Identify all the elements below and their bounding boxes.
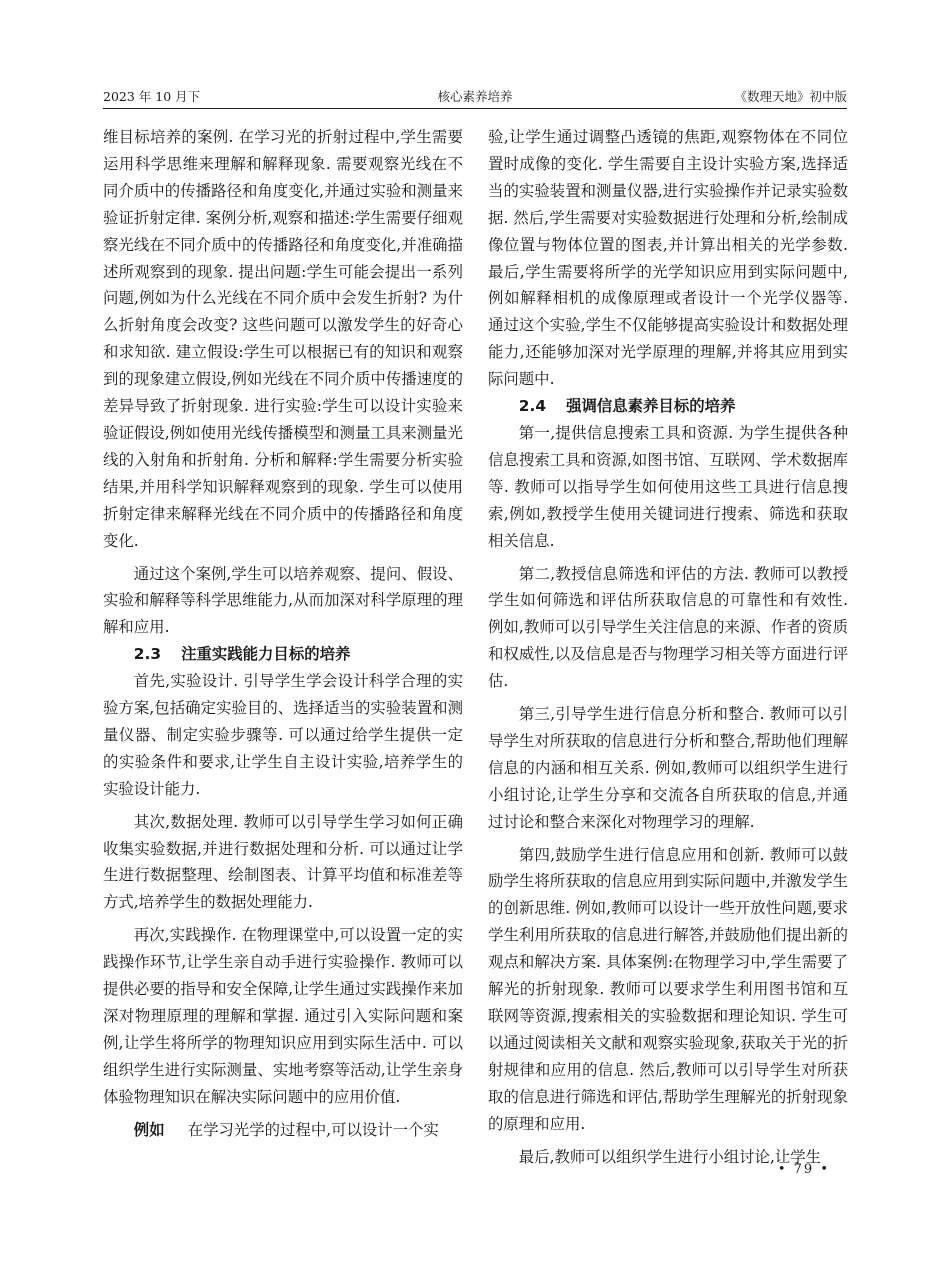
paragraph: 第四,鼓励学生进行信息应用和创新. 教师可以鼓励学生将所获取的信息应用到实际问题中,并激发学生的创新思维. 例如,教师可以设计一些开放性问题,要求学生利用所获取的信息进行解答,并鼓励他们提出新的观点和解决方案. 具体案例:在物理学习中,学生需要了解光的折射现象. 教师可以要求学生利用图书馆和互联网等资源,搜索相关的实验数据和理论知识. 学生可以通过阅读相关文献和观察实验现象,获取关于光的折射规律和应用的信息. 然后,教师可以引导学生对所获取的信息进行筛选和评估,帮助学生理解光的折射现象的原理和应用.	[488, 845, 848, 1133]
section-heading-2-4: 2.4 强调信息素养目标的培养	[518, 397, 736, 416]
section-heading-2-3: 2.3 注重实践能力目标的培养	[133, 645, 351, 664]
header-section: 核心素养培养	[437, 89, 513, 104]
running-header	[103, 86, 847, 109]
paragraph: 最后,教师可以组织学生进行小组讨论,让学生	[518, 1147, 822, 1166]
paragraph: 第一,提供信息搜索工具和资源. 为学生提供各种信息搜索工具和资源,如图书馆、互联网、学术数据库等. 教师可以指导学生如何使用这些工具进行信息搜索,例如,教授学生使用关键词进行搜索、筛选和获取相关信息.	[488, 423, 848, 550]
paragraph: 再次,实践操作. 在物理课堂中,可以设置一定的实践操作环节,让学生亲自动手进行实验操作. 教师可以提供必要的指导和安全保障,让学生通过实践操作来加深对物理原理的理解和掌握. 通过引入实际问题和案例,让学生将所学的物理知识应用到实际生活中. 可以组织学生进行实际测量、实地考察等活动,让学生亲身体验物理知识在解决实际问题中的应用价值.	[103, 926, 463, 1106]
left-column	[103, 124, 463, 1144]
paragraph: 维目标培养的案例. 在学习光的折射过程中,学生需要运用科学思维来理解和解释现象. 需要观察光线在不同介质中的传播路径和角度变化,并通过实验和测量来验证折射定律. 案例分析,观察和描述:学生需要仔细观察光线在不同介质中的传播路径和角度变化,并准确描述所观察到的现象. 提出问题:学生可能会提出一系列问题,例如为什么光线在不同介质中会发生折射? 为什么折射角度会改变? 这些问题可以激发学生的好奇心和求知欲. 建立假设:学生可以根据已有的知识和观察到的现象建立假设,例如光线在不同介质中传播速度的差异导致了折射现象. 进行实验:学生可以设计实验来验证假设,例如使用光线传播模型和测量工具来测量光线的入射角和折射角. 分析和解释:学生需要分析实验结果,并用科学知识解释观察到的现象. 学生可以使用折射定律来解释光线在不同介质中的传播路径和角度变化.	[103, 128, 463, 550]
page-number: • 79 •	[777, 1162, 830, 1177]
header-journal: 《数理天地》初中版	[734, 89, 847, 104]
paragraph: 第三,引导学生进行信息分析和整合. 教师可以引导学生对所获取的信息进行分析和整合,帮助他们理解信息的内涵和相互关系. 例如,教师可以组织学生进行小组讨论,让学生分享和交流各自所获取的信息,并通过讨论和整合来深化对物理学习的理解.	[488, 705, 848, 831]
paragraph: 通过这个案例,学生可以培养观察、提问、假设、实验和解释等科学思维能力,从而加深对科学原理的理解和应用.	[103, 564, 463, 637]
paragraph: 首先,实验设计. 引导学生学会设计科学合理的实验方案,包括确定实验目的、选择适当的实验装置和测量仪器、制定实验步骤等. 可以通过给学生提供一定的实验条件和要求,让学生自主设计实验,培养学生的实验设计能力.	[103, 672, 463, 798]
paragraph: 验,让学生通过调整凸透镜的焦距,观察物体在不同位置时成像的变化. 学生需要自主设计实验方案,选择适当的实验装置和测量仪器,进行实验操作并记录实验数据. 然后,学生需要对实验数据进行处理和分析,绘制成像位置与物体位置的图表,并计算出相关的光学参数. 最后,学生需要将所学的光学知识应用到实际问题中,例如解释相机的成像原理或者设计一个光学仪器等. 通过这个实验,学生不仅能够提高实验设计和数据处理能力,还能够加深对光学原理的理解,并将其应用到实际问题中.	[488, 128, 848, 389]
right-column	[488, 124, 848, 1170]
example-label: 例如	[133, 1120, 165, 1139]
paragraph: 其次,数据处理. 教师可以引导学生学习如何正确收集实验数据,并进行数据处理和分析. 可以通过让学生进行数据整理、绘制图表、计算平均值和标准差等方式,培养学生的数据处理能力.	[103, 812, 463, 912]
paragraph: 第二,教授信息筛选和评估的方法. 教师可以教授学生如何筛选和评估所获取信息的可靠性和有效性. 例如,教师可以引导学生关注信息的来源、作者的资质和权威性,以及信息是否与物理学习相关等方面进行评估.	[488, 564, 848, 691]
header-date: 2023 年 10 月下	[103, 89, 201, 104]
example-paragraph: 例如 在学习光学的过程中,可以设计一个实	[133, 1120, 439, 1139]
